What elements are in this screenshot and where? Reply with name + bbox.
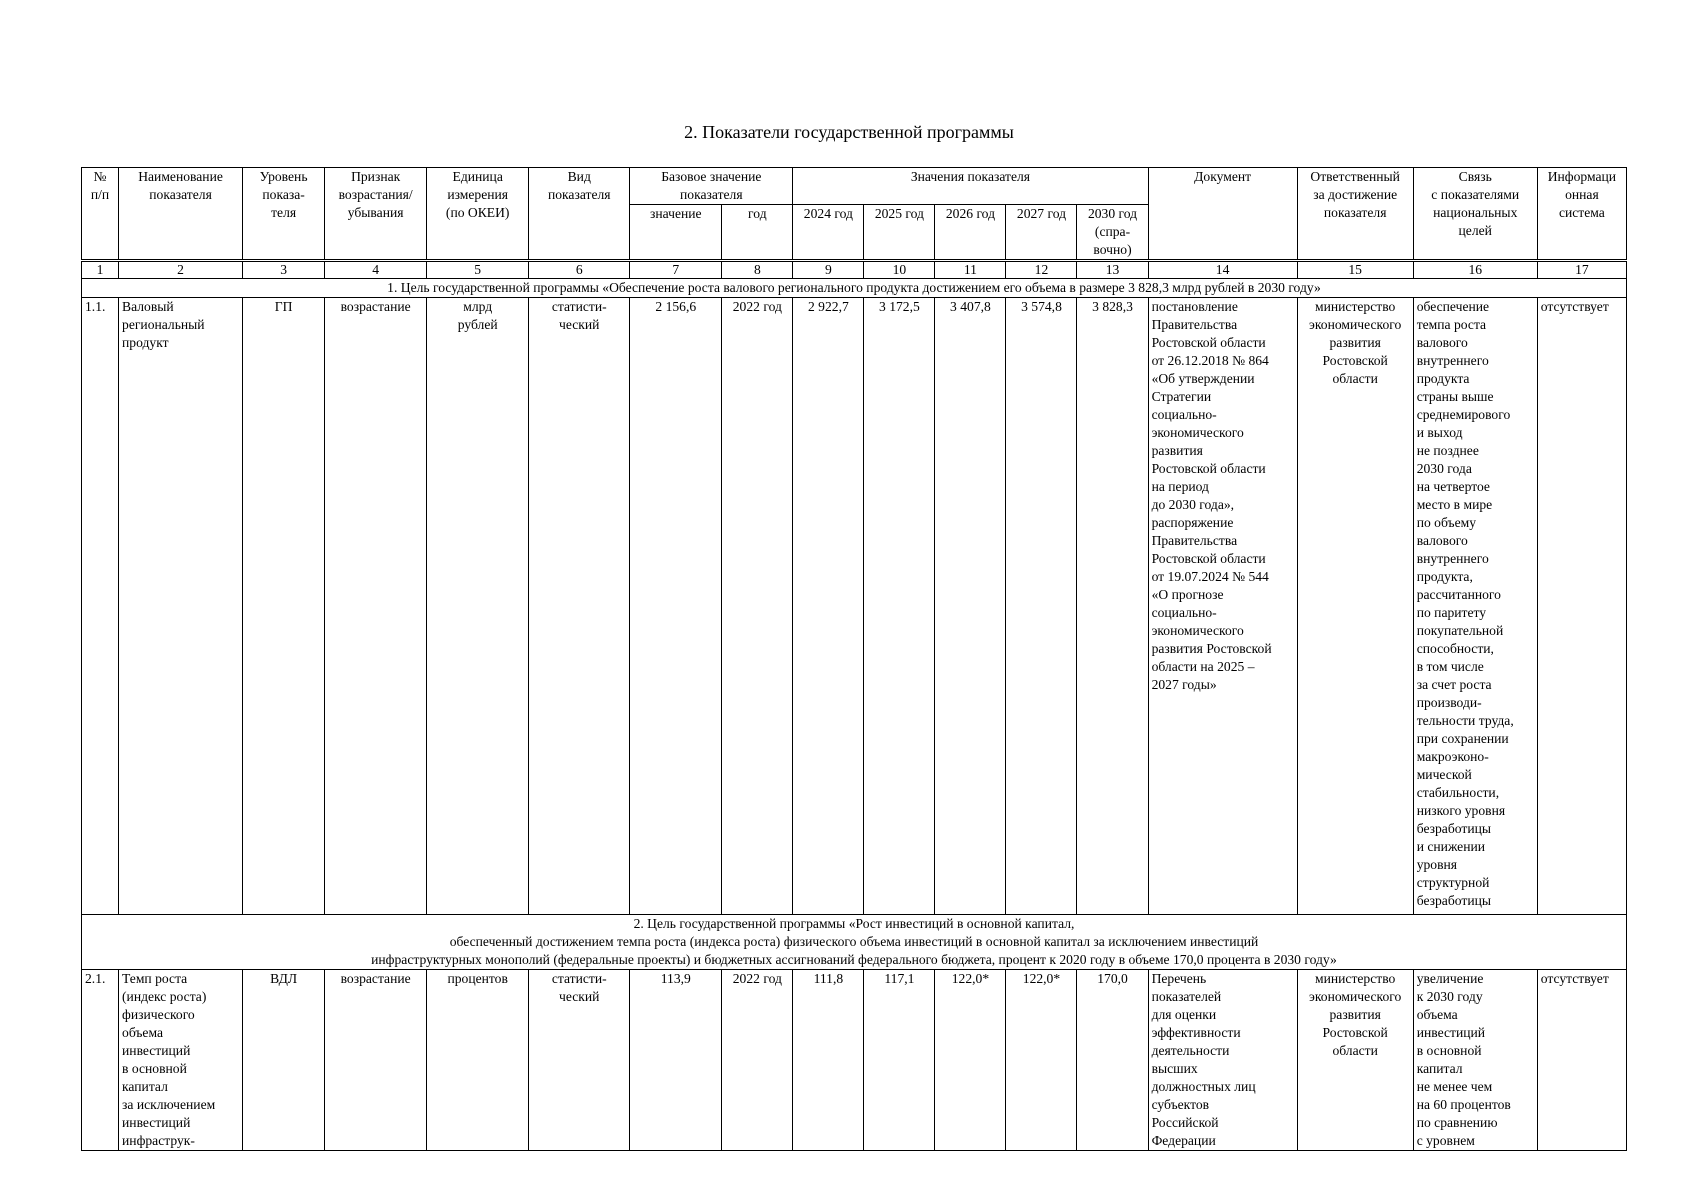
header-name: Наименование показателя: [119, 168, 243, 261]
indicator-info: отсутствует: [1537, 970, 1626, 1151]
header-base-year: год: [722, 205, 793, 261]
indicator-kind: статисти- ческий: [529, 298, 630, 915]
indicator-info: отсутствует: [1537, 298, 1626, 915]
header-base-value: значение: [630, 205, 722, 261]
col-number: 2: [119, 261, 243, 279]
header-values: Значения показателя: [793, 168, 1148, 205]
indicator-level: ГП: [243, 298, 325, 915]
header-base: Базовое значение показателя: [630, 168, 793, 205]
header-row: [82, 168, 1627, 205]
col-number: 15: [1297, 261, 1413, 279]
indicator-link: обеспечение темпа роста валового внутреннего продукта страны выше среднемирового и выход не позднее 2030 года на четвертое место в мире по объему валового внутреннего продукта, рассчитанного по паритету покупательной способности, в том числе за счет роста производи- тельности труда, при сохранении макроэконо- мической стабильности, низкого уровня безработицы и снижении уровня структурной безработицы: [1413, 298, 1537, 915]
indicator-name: Темп роста (индекс роста) физического объема инвестиций в основной капитал за исключением инвестиций инфраструк-: [119, 970, 243, 1151]
goal-1-text: 1. Цель государственной программы «Обеспечение роста валового регионального продукта достижением его объема в размере 3 828,3 млрд рублей в 2030 году»: [82, 279, 1627, 298]
value-2027: 122,0*: [1006, 970, 1077, 1151]
col-number: 7: [630, 261, 722, 279]
col-number: 11: [935, 261, 1006, 279]
header-link: Связь с показателями национальных целей: [1413, 168, 1537, 261]
goal-row: [82, 279, 1627, 298]
header-info: Информаци онная система: [1537, 168, 1626, 261]
value-2030: 3 828,3: [1077, 298, 1148, 915]
indicator-kind: статисти- ческий: [529, 970, 630, 1151]
header-year-2027: 2027 год: [1006, 205, 1077, 261]
col-number: 1: [82, 261, 119, 279]
indicator-responsible: министерство экономического развития Ростовской области: [1297, 970, 1413, 1151]
header-level: Уровень показа- теля: [243, 168, 325, 261]
base-year: 2022 год: [722, 970, 793, 1151]
col-number: 3: [243, 261, 325, 279]
col-number: 16: [1413, 261, 1537, 279]
row-num: 1.1.: [82, 298, 119, 915]
indicator-link: увеличение к 2030 году объема инвестиций в основной капитал не менее чем на 60 процентов по сравнению с уровнем: [1413, 970, 1537, 1151]
value-2025: 3 172,5: [864, 298, 935, 915]
indicators-table: [81, 167, 1627, 1151]
col-number: 14: [1148, 261, 1297, 279]
goal-row: [82, 915, 1627, 970]
header-document: Документ: [1148, 168, 1297, 261]
indicator-unit: процентов: [427, 970, 529, 1151]
col-number: 4: [325, 261, 427, 279]
value-2026: 122,0*: [935, 970, 1006, 1151]
value-2026: 3 407,8: [935, 298, 1006, 915]
indicator-responsible: министерство экономического развития Ростовской области: [1297, 298, 1413, 915]
indicator-document: Перечень показателей для оценки эффективности деятельности высших должностных лиц субъектов Российской Федерации: [1148, 970, 1297, 1151]
indicator-level: ВДЛ: [243, 970, 325, 1151]
col-number: 5: [427, 261, 529, 279]
page-title: 2. Показатели государственной программы: [684, 122, 1014, 142]
header-year-2024: 2024 год: [793, 205, 864, 261]
col-number: 6: [529, 261, 630, 279]
header-year-2025: 2025 год: [864, 205, 935, 261]
header-year-2030: 2030 год (спра- вочно): [1077, 205, 1148, 261]
value-2025: 117,1: [864, 970, 935, 1151]
col-number: 9: [793, 261, 864, 279]
indicator-name: Валовый региональный продукт: [119, 298, 243, 915]
indicator-sign: возрастание: [325, 970, 427, 1151]
header-num: № п/п: [82, 168, 119, 261]
col-number: 17: [1537, 261, 1626, 279]
base-value: 2 156,6: [630, 298, 722, 915]
header-unit: Единица измерения (по ОКЕИ): [427, 168, 529, 261]
header-sign: Признак возрастания/ убывания: [325, 168, 427, 261]
value-2030: 170,0: [1077, 970, 1148, 1151]
base-year: 2022 год: [722, 298, 793, 915]
indicator-row: [82, 970, 1627, 1151]
header-kind: Вид показателя: [529, 168, 630, 261]
col-number: 12: [1006, 261, 1077, 279]
column-number-row: [82, 261, 1627, 279]
col-number: 13: [1077, 261, 1148, 279]
value-2027: 3 574,8: [1006, 298, 1077, 915]
row-num: 2.1.: [82, 970, 119, 1151]
header-responsible: Ответственный за достижение показателя: [1297, 168, 1413, 261]
indicator-sign: возрастание: [325, 298, 427, 915]
value-2024: 2 922,7: [793, 298, 864, 915]
col-number: 8: [722, 261, 793, 279]
indicator-unit: млрд рублей: [427, 298, 529, 915]
col-number: 10: [864, 261, 935, 279]
value-2024: 111,8: [793, 970, 864, 1151]
goal-2-text: 2. Цель государственной программы «Рост инвестиций в основной капитал, обеспеченный достижением темпа роста (индекса роста) физического объема инвестиций в основной капитал за исключением инвестиций инфраструктурных монополий (федеральные проекты) и бюджетных ассигнований федерального бюджета, процент к 2020 году в объеме 170,0 процента в 2030 году»: [82, 915, 1627, 970]
indicator-document: постановление Правительства Ростовской области от 26.12.2018 № 864 «Об утверждении Стратегии социально- экономического развития Ростовской области на период до 2030 года», распоряжение Правительства Ростовской области от 19.07.2024 № 544 «О прогнозе социально- экономического развития Ростовской области на 2025 – 2027 годы»: [1148, 298, 1297, 915]
header-year-2026: 2026 год: [935, 205, 1006, 261]
base-value: 113,9: [630, 970, 722, 1151]
indicator-row: [82, 298, 1627, 915]
